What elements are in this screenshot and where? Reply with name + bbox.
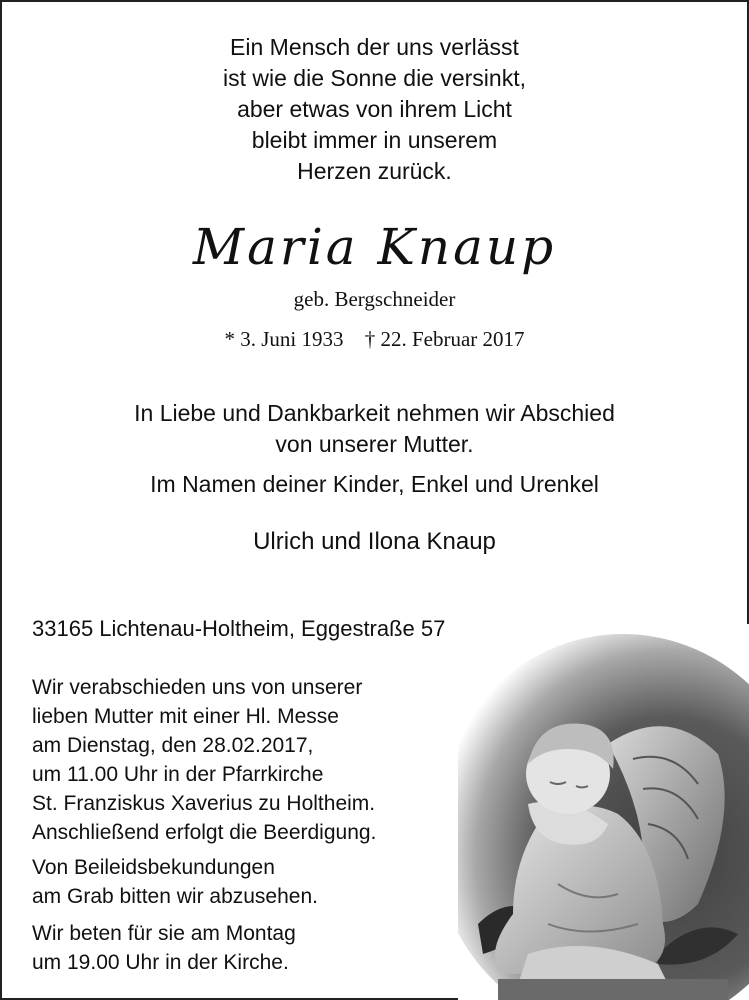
birth-date: * 3. Juni 1933 bbox=[224, 327, 344, 351]
service-line: um 11.00 Uhr in der Pfarrkirche bbox=[32, 763, 324, 786]
service-line: Wir verabschieden uns von unserer bbox=[32, 676, 363, 699]
signers: Ulrich und Ilona Knaup bbox=[253, 528, 496, 555]
condolence-info bbox=[32, 853, 318, 911]
prayer-info bbox=[32, 919, 296, 977]
birth-name: geb. Bergschneider bbox=[293, 287, 456, 311]
prayer-line: um 19.00 Uhr in der Kirche. bbox=[32, 951, 289, 974]
address: 33165 Lichtenau-Holtheim, Eggestraße 57 bbox=[32, 616, 446, 641]
farewell-line: In Liebe und Dankbarkeit nehmen wir Abschied bbox=[134, 400, 615, 426]
service-info bbox=[32, 673, 376, 847]
death-date: † 22. Februar 2017 bbox=[364, 327, 525, 351]
farewell-line: von unserer Mutter. bbox=[275, 431, 474, 457]
service-line: St. Franziskus Xaverius zu Holtheim. bbox=[32, 792, 376, 815]
condolence-line: am Grab bitten wir abzusehen. bbox=[32, 885, 318, 908]
condolence-line: Von Beileidsbekundungen bbox=[32, 856, 275, 879]
prayer-line: Wir beten für sie am Montag bbox=[32, 922, 296, 945]
service-line: Anschließend erfolgt die Beerdigung. bbox=[32, 821, 377, 844]
deceased-name: Maria Knaup bbox=[192, 218, 557, 276]
service-line: lieben Mutter mit einer Hl. Messe bbox=[32, 705, 339, 728]
poem-line: Herzen zurück. bbox=[297, 158, 452, 184]
on-behalf-line: Im Namen deiner Kinder, Enkel und Urenkel bbox=[150, 471, 599, 497]
farewell-text bbox=[2, 398, 747, 460]
poem-line: bleibt immer in unserem bbox=[251, 127, 498, 153]
poem bbox=[2, 32, 747, 187]
poem-line: Ein Mensch der uns verlässt bbox=[230, 34, 519, 60]
life-dates bbox=[2, 327, 747, 352]
service-line: am Dienstag, den 28.02.2017, bbox=[32, 734, 314, 757]
angel-statue-image bbox=[458, 624, 749, 1000]
poem-line: ist wie die Sonne die versinkt, bbox=[223, 65, 526, 91]
poem-line: aber etwas von ihrem Licht bbox=[237, 96, 512, 122]
